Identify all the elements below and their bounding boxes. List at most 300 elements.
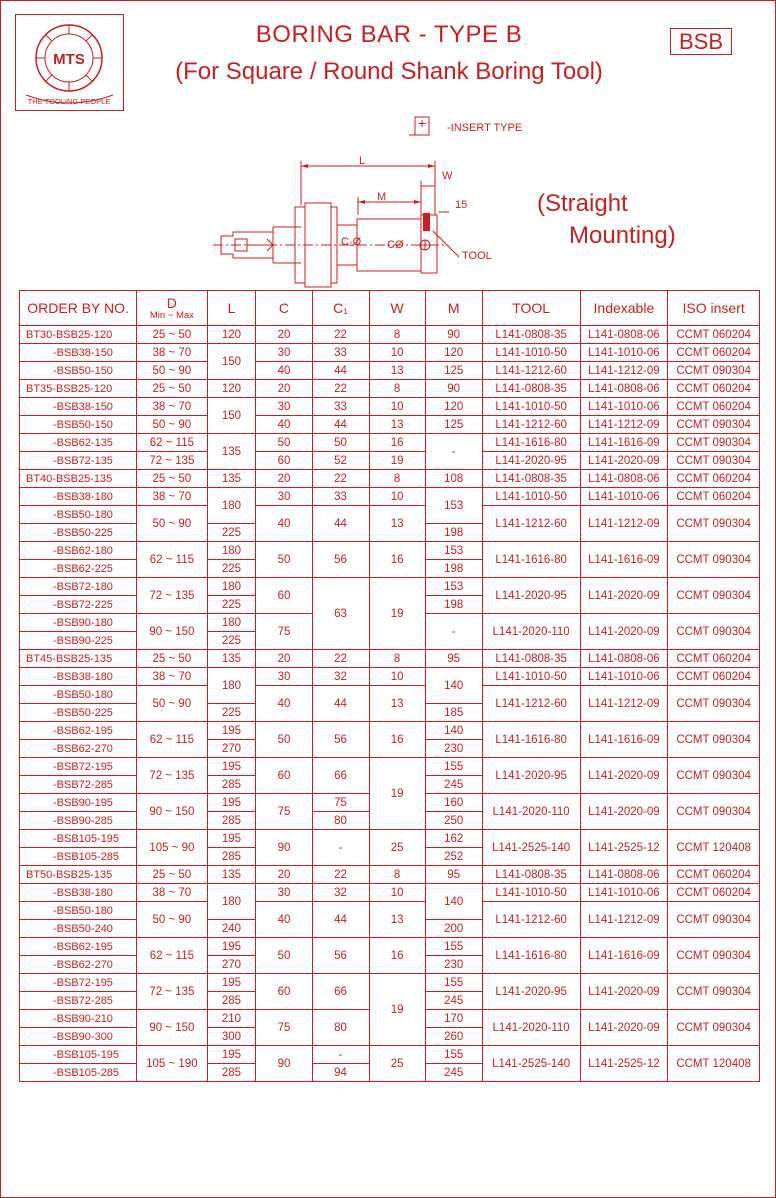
cell-c: 30 xyxy=(256,884,312,902)
cell-tool: L141-0808-35 xyxy=(482,470,580,488)
cell-l: 180 xyxy=(207,488,256,524)
cell-c1: 44 xyxy=(312,362,369,380)
cell-m: 125 xyxy=(425,416,482,434)
cell-m: 108 xyxy=(425,470,482,488)
table-row xyxy=(20,884,760,902)
cell-idx: L141-2525-12 xyxy=(580,1046,668,1082)
cell-tool: L141-2020-95 xyxy=(482,758,580,794)
cell-w: 8 xyxy=(369,380,425,398)
cell-tool: L141-0808-35 xyxy=(482,650,580,668)
cell-c1: 52 xyxy=(312,452,369,470)
cell-c1: 66 xyxy=(312,974,369,1010)
cell-l: 285 xyxy=(207,776,256,794)
cell-d: 50 ~ 90 xyxy=(137,362,207,380)
cell-l: 300 xyxy=(207,1028,256,1046)
cell-iso: CCMT 090304 xyxy=(668,452,760,470)
cell-d: 105 ~ 90 xyxy=(137,830,207,866)
cell-c: 30 xyxy=(256,668,312,686)
cell-c1: 50 xyxy=(312,434,369,452)
cell-c: 40 xyxy=(256,686,312,722)
cell-c: 90 xyxy=(256,1046,312,1082)
cell-l: 195 xyxy=(207,830,256,848)
cell-d: 72 ~ 135 xyxy=(137,578,207,614)
cell-d: 38 ~ 70 xyxy=(137,884,207,902)
table-row xyxy=(20,344,760,362)
cell-m: 260 xyxy=(425,1028,482,1046)
cell-idx: L141-1010-06 xyxy=(580,488,668,506)
cell-m: 140 xyxy=(425,668,482,704)
cell-c: 30 xyxy=(256,398,312,416)
col-header-d-sub: Min ~ Max xyxy=(149,310,194,321)
cell-idx: L141-2020-09 xyxy=(580,452,668,470)
table-row xyxy=(20,578,760,596)
cell-iso: CCMT 090304 xyxy=(668,542,760,578)
table-row xyxy=(20,416,760,434)
cell-l: 225 xyxy=(207,596,256,614)
cell-l: 270 xyxy=(207,740,256,758)
cell-iso: CCMT 090304 xyxy=(668,416,760,434)
cell-m: 245 xyxy=(425,776,482,794)
cell-d: 50 ~ 90 xyxy=(137,686,207,722)
cell-iso: CCMT 060204 xyxy=(668,866,760,884)
cell-order: BT40-BSB25-135 xyxy=(20,470,137,488)
cell-iso: CCMT 060204 xyxy=(668,650,760,668)
cell-d: 90 ~ 150 xyxy=(137,794,207,830)
cell-l: 195 xyxy=(207,1046,256,1064)
cell-idx: L141-2020-09 xyxy=(580,974,668,1010)
cell-d: 25 ~ 50 xyxy=(137,470,207,488)
cell-order: BT50-BSB25-135 xyxy=(20,866,137,884)
cell-c1: 32 xyxy=(312,884,369,902)
cell-tool: L141-2020-95 xyxy=(482,974,580,1010)
table-row xyxy=(20,542,760,560)
cell-l: 285 xyxy=(207,848,256,866)
cell-order: -BSB90-285 xyxy=(20,812,137,830)
cell-w: 10 xyxy=(369,488,425,506)
cell-l: 180 xyxy=(207,668,256,704)
cell-order: -BSB62-135 xyxy=(20,434,137,452)
cell-c: 50 xyxy=(256,722,312,758)
dim-c-label: CØ xyxy=(387,239,404,251)
cell-idx: L141-2020-09 xyxy=(580,578,668,614)
cell-iso: CCMT 060204 xyxy=(668,380,760,398)
cell-w: 19 xyxy=(369,452,425,470)
cell-m: 252 xyxy=(425,848,482,866)
cell-w: 13 xyxy=(369,362,425,380)
col-header-tool: TOOL xyxy=(482,291,580,326)
cell-w: 8 xyxy=(369,326,425,344)
cell-iso: CCMT 060204 xyxy=(668,470,760,488)
cell-c1: 56 xyxy=(312,542,369,578)
cell-d: 50 ~ 90 xyxy=(137,416,207,434)
cell-l: 225 xyxy=(207,704,256,722)
cell-tool: L141-1212-60 xyxy=(482,416,580,434)
col-header-l: L xyxy=(207,291,256,326)
dim-w-label: W xyxy=(442,170,453,182)
table-row xyxy=(20,722,760,740)
cell-idx: L141-1212-09 xyxy=(580,362,668,380)
mounting-label-line2: Mounting) xyxy=(569,222,676,249)
cell-iso: CCMT 090304 xyxy=(668,758,760,794)
cell-iso: CCMT 060204 xyxy=(668,398,760,416)
cell-l: 240 xyxy=(207,920,256,938)
cell-idx: L141-0808-06 xyxy=(580,380,668,398)
cell-c1: 94 xyxy=(312,1064,369,1082)
cell-l: 285 xyxy=(207,812,256,830)
cell-order: -BSB90-180 xyxy=(20,614,137,632)
cell-d: 38 ~ 70 xyxy=(137,398,207,416)
mounting-label-line1: (Straight xyxy=(537,190,628,217)
cell-c: 50 xyxy=(256,542,312,578)
cell-order: -BSB62-270 xyxy=(20,956,137,974)
cell-order: BT30-BSB25-120 xyxy=(20,326,137,344)
cell-c1: 33 xyxy=(312,344,369,362)
cell-l: 180 xyxy=(207,614,256,632)
table-row xyxy=(20,668,760,686)
cell-l: 195 xyxy=(207,974,256,992)
cell-iso: CCMT 060204 xyxy=(668,668,760,686)
cell-c: 20 xyxy=(256,650,312,668)
cell-tool: L141-1616-80 xyxy=(482,722,580,758)
cell-d: 25 ~ 50 xyxy=(137,650,207,668)
cell-idx: L141-1212-09 xyxy=(580,902,668,938)
cell-d: 38 ~ 70 xyxy=(137,488,207,506)
insert-type-label: -INSERT TYPE xyxy=(447,122,523,134)
table-row xyxy=(20,398,760,416)
cell-d: 50 ~ 90 xyxy=(137,902,207,938)
cell-c1: - xyxy=(312,830,369,866)
cell-tool: L141-2525-140 xyxy=(482,1046,580,1082)
cell-iso: CCMT 090304 xyxy=(668,722,760,758)
cell-order: -BSB72-135 xyxy=(20,452,137,470)
dim-l-label: L xyxy=(359,155,366,167)
cell-d: 90 ~ 150 xyxy=(137,614,207,650)
cell-c: 60 xyxy=(256,452,312,470)
cell-c: 30 xyxy=(256,344,312,362)
cell-order: -BSB38-150 xyxy=(20,398,137,416)
cell-d: 72 ~ 135 xyxy=(137,974,207,1010)
cell-iso: CCMT 060204 xyxy=(668,344,760,362)
cell-m: 155 xyxy=(425,938,482,956)
cell-w: 19 xyxy=(369,578,425,650)
cell-iso: CCMT 090304 xyxy=(668,974,760,1010)
cell-order: -BSB105-195 xyxy=(20,1046,137,1064)
cell-idx: L141-0808-06 xyxy=(580,326,668,344)
cell-order: -BSB72-285 xyxy=(20,776,137,794)
cell-l: 135 xyxy=(207,470,256,488)
cell-l: 270 xyxy=(207,956,256,974)
cell-iso: CCMT 120408 xyxy=(668,830,760,866)
cell-w: 13 xyxy=(369,686,425,722)
cell-order: -BSB105-285 xyxy=(20,1064,137,1082)
cell-idx: L141-2020-09 xyxy=(580,1010,668,1046)
cell-d: 38 ~ 70 xyxy=(137,668,207,686)
cell-w: 19 xyxy=(369,974,425,1046)
table-row xyxy=(20,362,760,380)
cell-tool: L141-2020-95 xyxy=(482,452,580,470)
cell-order: -BSB105-195 xyxy=(20,830,137,848)
cell-c: 40 xyxy=(256,416,312,434)
cell-tool: L141-1212-60 xyxy=(482,362,580,380)
cell-c1: 56 xyxy=(312,722,369,758)
cell-idx: L141-1010-06 xyxy=(580,344,668,362)
cell-order: -BSB72-195 xyxy=(20,974,137,992)
cell-d: 62 ~ 115 xyxy=(137,542,207,578)
cell-w: 16 xyxy=(369,938,425,974)
cell-l: 180 xyxy=(207,578,256,596)
cell-d: 25 ~ 50 xyxy=(137,866,207,884)
cell-d: 62 ~ 115 xyxy=(137,722,207,758)
cell-order: -BSB72-285 xyxy=(20,992,137,1010)
cell-c: 50 xyxy=(256,434,312,452)
cell-l: 150 xyxy=(207,344,256,380)
cell-c: 20 xyxy=(256,866,312,884)
cell-c1: 80 xyxy=(312,1010,369,1046)
cell-c1: 44 xyxy=(312,902,369,938)
cell-order: -BSB72-180 xyxy=(20,578,137,596)
cell-m: 170 xyxy=(425,1010,482,1028)
cell-idx: L141-0808-06 xyxy=(580,470,668,488)
cell-tool: L141-1616-80 xyxy=(482,434,580,452)
cell-m: 120 xyxy=(425,344,482,362)
cell-l: 285 xyxy=(207,992,256,1010)
cell-c: 60 xyxy=(256,758,312,794)
cell-l: 150 xyxy=(207,398,256,434)
col-header-iso: ISO insert xyxy=(668,291,760,326)
cell-l: 180 xyxy=(207,884,256,920)
cell-m: 250 xyxy=(425,812,482,830)
cell-w: 16 xyxy=(369,434,425,452)
cell-idx: L141-0808-06 xyxy=(580,866,668,884)
cell-order: -BSB62-225 xyxy=(20,560,137,578)
table-row xyxy=(20,488,760,506)
cell-c1: 75 xyxy=(312,794,369,812)
cell-c: 20 xyxy=(256,326,312,344)
cell-d: 72 ~ 135 xyxy=(137,758,207,794)
table-row xyxy=(20,974,760,992)
dim-15-label: 15 xyxy=(455,199,468,211)
cell-c1: 66 xyxy=(312,758,369,794)
cell-l: 120 xyxy=(207,326,256,344)
cell-c: 30 xyxy=(256,488,312,506)
table-row xyxy=(20,1046,760,1064)
cell-iso: CCMT 090304 xyxy=(668,506,760,542)
col-header-order: ORDER BY NO. xyxy=(20,291,137,326)
cell-c1: - xyxy=(312,1046,369,1064)
cell-w: 25 xyxy=(369,830,425,866)
table-row xyxy=(20,830,760,848)
page-subtitle: (For Square / Round Shank Boring Tool) xyxy=(175,58,603,85)
cell-c: 75 xyxy=(256,1010,312,1046)
cell-c1: 80 xyxy=(312,812,369,830)
cell-tool: L141-1010-50 xyxy=(482,884,580,902)
cell-iso: CCMT 120408 xyxy=(668,1046,760,1082)
cell-l: 225 xyxy=(207,632,256,650)
cell-iso: CCMT 090304 xyxy=(668,614,760,650)
table-row xyxy=(20,470,760,488)
table-header-row xyxy=(20,291,760,326)
spec-table xyxy=(19,290,760,1082)
page-title: BORING BAR - TYPE B xyxy=(255,21,523,48)
cell-tool: L141-1616-80 xyxy=(482,938,580,974)
cell-idx: L141-1212-09 xyxy=(580,416,668,434)
cell-d: 62 ~ 115 xyxy=(137,434,207,452)
cell-l: 195 xyxy=(207,938,256,956)
cell-order: -BSB90-195 xyxy=(20,794,137,812)
cell-m: 95 xyxy=(425,650,482,668)
cell-d: 90 ~ 150 xyxy=(137,1010,207,1046)
cutting-tool-tip xyxy=(423,213,430,231)
cell-tool: L141-1212-60 xyxy=(482,902,580,938)
cell-w: 10 xyxy=(369,398,425,416)
cell-c1: 22 xyxy=(312,470,369,488)
cell-order: -BSB62-195 xyxy=(20,722,137,740)
cell-m: 155 xyxy=(425,1046,482,1064)
cell-idx: L141-2020-09 xyxy=(580,758,668,794)
cell-m: 230 xyxy=(425,740,482,758)
cell-m: 153 xyxy=(425,578,482,596)
cell-tool: L141-0808-35 xyxy=(482,326,580,344)
cell-c1: 22 xyxy=(312,380,369,398)
cell-tool: L141-0808-35 xyxy=(482,866,580,884)
cell-c1: 56 xyxy=(312,938,369,974)
cell-m: 245 xyxy=(425,1064,482,1082)
cell-m: 153 xyxy=(425,488,482,524)
cell-l: 135 xyxy=(207,434,256,470)
cell-c: 75 xyxy=(256,794,312,830)
cell-idx: L141-0808-06 xyxy=(580,650,668,668)
cell-w: 8 xyxy=(369,650,425,668)
cell-order: -BSB50-150 xyxy=(20,362,137,380)
cell-c1: 44 xyxy=(312,506,369,542)
cell-order: -BSB50-180 xyxy=(20,686,137,704)
cell-m: - xyxy=(425,434,482,470)
cell-d: 25 ~ 50 xyxy=(137,380,207,398)
cell-c1: 33 xyxy=(312,488,369,506)
cell-c: 75 xyxy=(256,614,312,650)
cell-m: 160 xyxy=(425,794,482,812)
cell-w: 13 xyxy=(369,506,425,542)
table-row xyxy=(20,326,760,344)
table-row xyxy=(20,380,760,398)
cell-m: 155 xyxy=(425,758,482,776)
cell-m: 95 xyxy=(425,866,482,884)
cell-iso: CCMT 090304 xyxy=(668,578,760,614)
cell-tool: L141-2020-95 xyxy=(482,578,580,614)
cell-m: 185 xyxy=(425,704,482,722)
cell-iso: CCMT 090304 xyxy=(668,794,760,830)
cell-iso: CCMT 090304 xyxy=(668,938,760,974)
cell-d: 50 ~ 90 xyxy=(137,506,207,542)
cell-c: 40 xyxy=(256,902,312,938)
cell-order: -BSB38-150 xyxy=(20,344,137,362)
cell-w: 10 xyxy=(369,344,425,362)
cell-tool: L141-1010-50 xyxy=(482,488,580,506)
cell-l: 225 xyxy=(207,560,256,578)
cell-d: 62 ~ 115 xyxy=(137,938,207,974)
cell-idx: L141-2525-12 xyxy=(580,830,668,866)
cell-order: -BSB38-180 xyxy=(20,884,137,902)
cell-c: 20 xyxy=(256,470,312,488)
col-header-indexable: Indexable xyxy=(580,291,668,326)
cell-w: 10 xyxy=(369,884,425,902)
cell-order: -BSB90-300 xyxy=(20,1028,137,1046)
dim-m-label: M xyxy=(377,191,387,203)
cell-order: -BSB62-270 xyxy=(20,740,137,758)
cell-order: -BSB38-180 xyxy=(20,488,137,506)
cell-l: 225 xyxy=(207,524,256,542)
cell-tool: L141-1010-50 xyxy=(482,668,580,686)
cell-tool: L141-1010-50 xyxy=(482,344,580,362)
cell-idx: L141-2020-09 xyxy=(580,614,668,650)
cell-w: 16 xyxy=(369,542,425,578)
col-header-d-label: D xyxy=(166,295,177,311)
cell-w: 13 xyxy=(369,416,425,434)
cell-w: 19 xyxy=(369,758,425,830)
cell-c1: 44 xyxy=(312,416,369,434)
cell-tool: L141-1616-80 xyxy=(482,542,580,578)
cell-m: 90 xyxy=(425,326,482,344)
logo-text: MTS xyxy=(53,51,85,68)
cell-m: 140 xyxy=(425,884,482,920)
cell-m: 200 xyxy=(425,920,482,938)
cell-order: -BSB50-225 xyxy=(20,524,137,542)
cell-c1: 22 xyxy=(312,650,369,668)
cell-l: 195 xyxy=(207,794,256,812)
cell-w: 16 xyxy=(369,722,425,758)
cell-order: -BSB90-225 xyxy=(20,632,137,650)
cell-idx: L141-1616-09 xyxy=(580,938,668,974)
cell-d: 72 ~ 135 xyxy=(137,452,207,470)
cell-order: -BSB38-180 xyxy=(20,668,137,686)
cell-l: 195 xyxy=(207,758,256,776)
cell-tool: L141-2525-140 xyxy=(482,830,580,866)
cell-m: 153 xyxy=(425,542,482,560)
table-row xyxy=(20,452,760,470)
cell-c1: 33 xyxy=(312,398,369,416)
cell-iso: CCMT 060204 xyxy=(668,488,760,506)
col-header-c1: C₁ xyxy=(312,291,369,326)
cell-iso: CCMT 090304 xyxy=(668,1010,760,1046)
cell-tool: L141-2020-110 xyxy=(482,794,580,830)
cell-c: 90 xyxy=(256,830,312,866)
cell-iso: CCMT 090304 xyxy=(668,434,760,452)
table-row xyxy=(20,686,760,704)
cell-order: -BSB62-180 xyxy=(20,542,137,560)
dim-c1-label: C₁Ø xyxy=(341,236,362,248)
cell-w: 25 xyxy=(369,1046,425,1082)
col-header-m: M xyxy=(425,291,482,326)
cell-order: -BSB50-240 xyxy=(20,920,137,938)
cell-w: 13 xyxy=(369,902,425,938)
cell-order: -BSB105-285 xyxy=(20,848,137,866)
cell-order: -BSB62-195 xyxy=(20,938,137,956)
cell-d: 105 ~ 190 xyxy=(137,1046,207,1082)
cell-c1: 32 xyxy=(312,668,369,686)
table-row xyxy=(20,902,760,920)
cell-d: 38 ~ 70 xyxy=(137,344,207,362)
cell-tool: L141-2020-110 xyxy=(482,614,580,650)
col-header-w: W xyxy=(369,291,425,326)
cell-order: -BSB90-210 xyxy=(20,1010,137,1028)
cell-w: 10 xyxy=(369,668,425,686)
table-row xyxy=(20,866,760,884)
cell-idx: L141-1616-09 xyxy=(580,722,668,758)
cell-iso: CCMT 060204 xyxy=(668,326,760,344)
table-row xyxy=(20,758,760,776)
cell-c: 60 xyxy=(256,578,312,614)
cell-order: -BSB50-180 xyxy=(20,506,137,524)
